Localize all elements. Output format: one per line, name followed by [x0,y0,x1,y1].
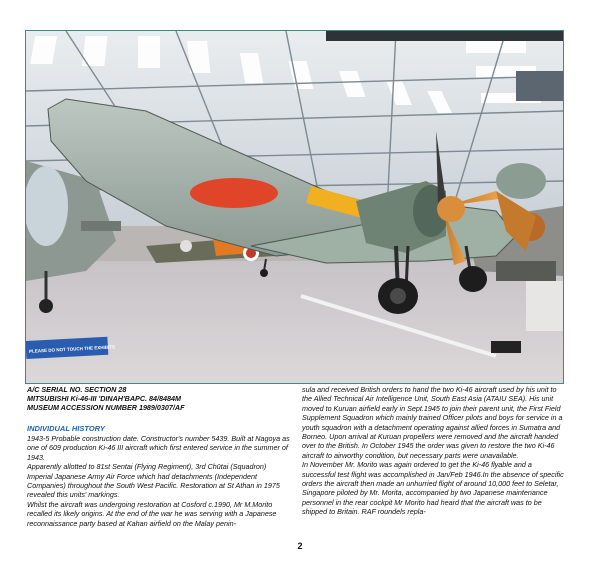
history-column-right [302,385,564,517]
caption-serial: A/C SERIAL NO. SECTION 28 [27,385,127,394]
page-number: 2 [297,541,303,551]
history-paragraph: Apparently allotted to 81st Sentai (Flying Regiment), 3rd Chūtai (Squadron) Imperial Japanese Army Air Force which had detachments (Independent Companies) throughout the South West Pacific. Restoration at St Athan in 1975 revealed this units' markings. [27,462,280,500]
caption-accession: MUSEUM ACCESSION NUMBER 1989/0307/AF [27,403,185,413]
history-column-left [27,434,291,528]
hinomaru-roundel [190,178,278,208]
history-paragraph: In November Mr. Morito was again ordered to get the Ki-46 flyable and a successful test flight was accomplished in Jan/Feb 1946.In the absence of specific orders the aircraft then made an unhurried flight of around 10,000 feet to Seletar, Singapore piloted by Mr. Morita, accompanied by two Japanese maintenance personnel in the rear cockpit Mr Morito had heard that the aircraft was to be shipped to Britain. RAF roundels repla- [302,460,564,517]
history-paragraph: sula and received British orders to hand the two Ki-46 aircraft used by his unit to the Allied Technical Air Intelligence Unit, South East Asia (ATAIU SEA). His unit moved to Kuruan airfield early in Sept.1945 to join their parent unit, the First Field Supplement Squadron which mainly trained Officer pilots and boys for service in a youth squadron with a detachment operating against allied forces in Sumatra and Borneo. Upon arrival at Kuruan propellers were removed and the aircraft handed over to the British. In October 1945 the order was given to restore the two Ki-46 aircraft to airworthy condition, but necessary parts were unavailable. [302,385,563,460]
caption-type: MITSUBISHI Ki-46-III 'DINAH'BAPC. 84/8484M [27,394,181,404]
section-heading: INDIVIDUAL HISTORY [27,424,105,433]
history-paragraph: 1943-5 Probable construction date. Constructor's number 5439. Built at Nagoya as one of 609 production Ki-46 III aircraft which first entered service in the summer of 1943. [27,434,290,462]
aircraft-photo [25,30,564,384]
aircraft-caption [27,385,287,413]
history-paragraph: Whilst the aircraft was undergoing restoration at Cosford c.1990, Mr M.Morito recalled its likely origins. At the end of the war he was serving with a Japanese reconnaissance party based at Kahan airfield on the Malay penin- [27,499,277,528]
sign-text: PLEASE DO NOT TOUCH THE EXHIBITS [28,344,116,354]
